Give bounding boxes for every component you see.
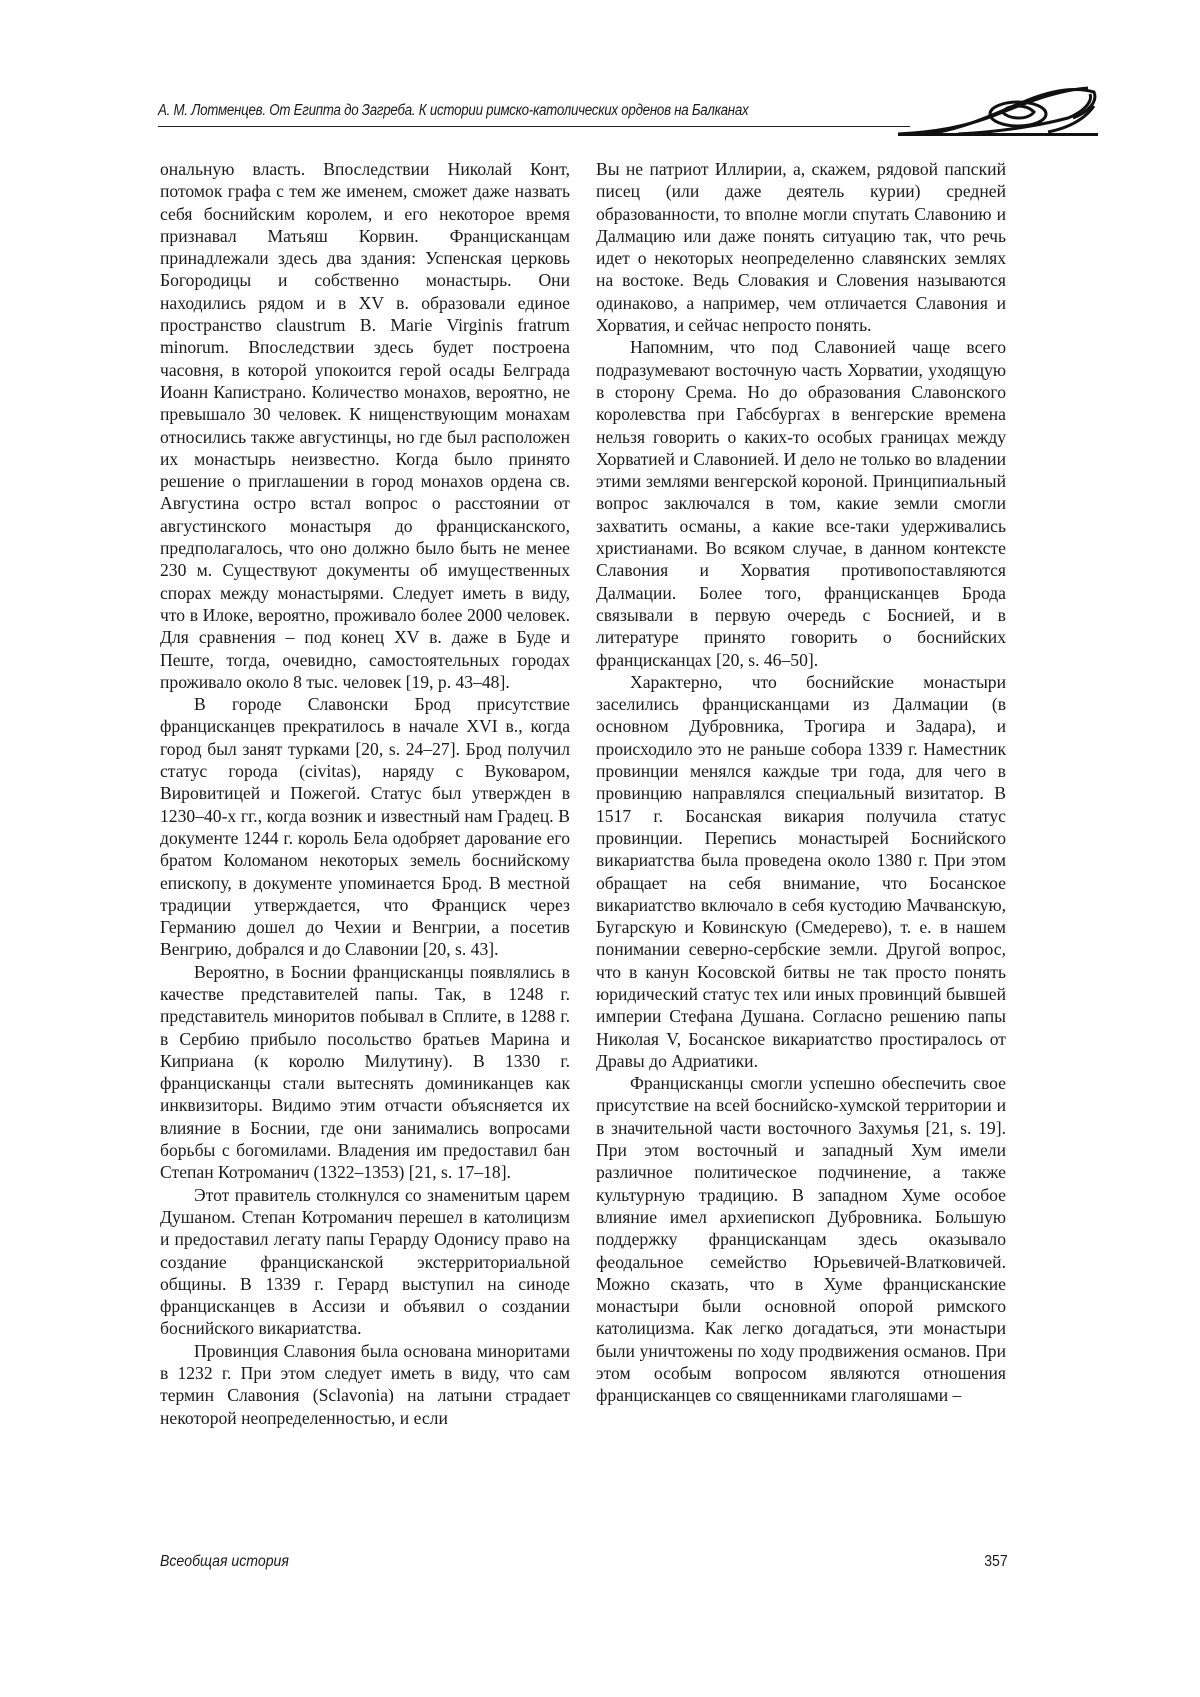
- paragraph: Напомним, что под Славонией чаще всего подразумевают восточную часть Хорватии, уходящую в сторону Срема. Но до образования Славонского королевства при Габсбургах в венгерские времена нельзя говорить о каких-то особых границах между Хорватией и Славонией. И дело не только во владении этими землями венгерской короной. Принципиальный вопрос заключался в том, какие земли смогли захватить османы, а какие все-таки удерживались христианами. Во всяком случае, в данном контексте Славония и Хорватия противопоставляются Далмации. Более того, францисканцев Брода связывали в первую очередь с Боснией, и в литературе принято говорить о боснийских францисканцах [20, s. 46–50].: [596, 337, 1006, 670]
- paragraph: Францисканцы смогли успешно обеспечить свое присутствие на всей боснийско-хумской территории и в значительной части восточного Захумья [21, s. 19]. При этом восточный и западный Хум имели различное политическое подчинение, а также культурную традицию. В западном Хуме особое влияние имел архиепископ Дубровника. Большую поддержку францисканцам здесь оказывало феодальное семейство Юрьевичей-Влатковичей. Можно сказать, что в Хуме францисканские монастыри были основной опорой римского католицизма. Как легко догадаться, эти монастыри были уничтожены по ходу продвижения османов. При этом особым вопросом являются отношения францисканцев со священниками глаголяшами –: [596, 1073, 1006, 1406]
- right-column: [596, 158, 1006, 1407]
- paragraph: Этот правитель столкнулся со знаменитым царем Душаном. Степан Котроманич перешел в католицизм и предоставил легату папы Герарду Одонису право на создание францисканской экстерриториальной общины. В 1339 г. Герард выступил на синоде францисканцев в Ассизи и объявил о создании боснийского викариатства.: [160, 1184, 570, 1339]
- paragraph: Провинция Славония была основана миноритами в 1232 г. При этом следует иметь в виду, что сам термин Славония (Sclavonia) на латыни страдает некоторой неопределенностью, и если: [160, 1340, 570, 1428]
- left-column: [160, 158, 570, 1429]
- header-rule: [158, 126, 910, 127]
- journal-title: Всеобщая история: [160, 1553, 289, 1570]
- paragraph: Вероятно, в Боснии францисканцы появлялись в качестве представителей папы. Так, в 1248 г. представитель миноритов побывал в Сплите, в 1288 г. в Сербию прибыло посольство братьев Марина и Киприана (к королю Милутину). В 1330 г. францисканцы стали вытеснять доминиканцев как инквизиторы. Видимо этим отчасти объясняется их влияние в Боснии, где они занимались вопросами борьбы с богомилами. Владения им предоставил бан Степан Котроманич (1322–1353) [21, s. 17–18].: [160, 961, 570, 1183]
- paragraph: ональную власть. Впоследствии Николай Конт, потомок графа с тем же именем, сможет даже назвать себя боснийским королем, и его некоторое время признавал Матьяш Корвин. Францисканцам принадлежали здесь два здания: Успенская церковь Богородицы и собственно монастырь. Они находились рядом и в XV в. образовали единое пространство claustrum B. Marie Virginis fratrum minorum. Впоследствии здесь будет построена часовня, в которой упокоится герой осады Белграда Иоанн Капистрано. Количество монахов, вероятно, не превышало 30 человек. К нищенствующим монахам относились также августинцы, но где был расположен их монастырь неизвестно. Когда было принято решение о приглашении в город монахов ордена св. Августина остро встал вопрос о расстоянии от августинского монастыря до францисканского, предполагалось, что оно должно было быть не менее 230 м. Существуют документы об имущественных спорах между монастырями. Следует иметь в виду, что в Илоке, вероятно, проживало более 2000 человек. Для сравнения – под конец XV в. даже в Буде и Пеште, тогда, очевидно, самостоятельных городах проживало около 8 тыс. человек [19, p. 43–48].: [160, 159, 570, 692]
- art-nouveau-ornament-icon: [898, 82, 1098, 138]
- running-header: [158, 92, 1018, 132]
- page-number: 357: [984, 1553, 1008, 1570]
- paragraph: Характерно, что боснийские монастыри заселились францисканцами из Далмации (в основном Дубровника, Трогира и Задара), и происходило это не раньше собора 1339 г. Наместник провинции менялся каждые три года, для чего в провинцию направлялся специальный визитатор. В 1517 г. Босанская викария получила статус провинции. Перепись монастырей Боснийского викариатства была проведена около 1380 г. При этом обращает на себя внимание, что Босанское викариатство включало в себя кустодию Мачванскую, Бугарскую и Ковинскую (Смедерево), т. е. в нашем понимании северно-сербские земли. Другой вопрос, что в канун Косовской битвы не так просто понять юридический статус тех или иных провинций бывшей империи Стефана Душана. Согласно решению папы Николая V, Босанское викариатство простиралось от Дравы до Адриатики.: [596, 671, 1006, 1071]
- paragraph: Вы не патриот Иллирии, а, скажем, рядовой папский писец (или даже деятель курии) средней образованности, то вполне могли спутать Славонию и Далмацию или даже понять ситуацию так, что речь идет о некоторых неопределенно славянских землях на востоке. Ведь Словакия и Словения называются одинаково, а например, чем отличается Славония и Хорватия, и сейчас непросто понять.: [596, 159, 1006, 336]
- running-title: А. М. Лотменцев. От Египта до Загреба. К истории римско-католических орденов на Балканах: [158, 102, 749, 119]
- paragraph: В городе Славонски Брод присутствие францисканцев прекратилось в начале XVI в., когда город был занят турками [20, s. 24–27]. Брод получил статус города (civitas), наряду с Вуковаром, Вировитицей и Пожегой. Статус был утвержден в 1230–40-х гг., когда возник и известный нам Градец. В документе 1244 г. король Бела одобряет дарование его братом Коломаном некоторых земель боснийскому епископу, в документе упоминается Брод. В местной традиции утверждается, что Франциск через Германию дошел до Чехии и Венгрии, а посетив Венгрию, добрался и до Славонии [20, s. 43].: [160, 694, 570, 960]
